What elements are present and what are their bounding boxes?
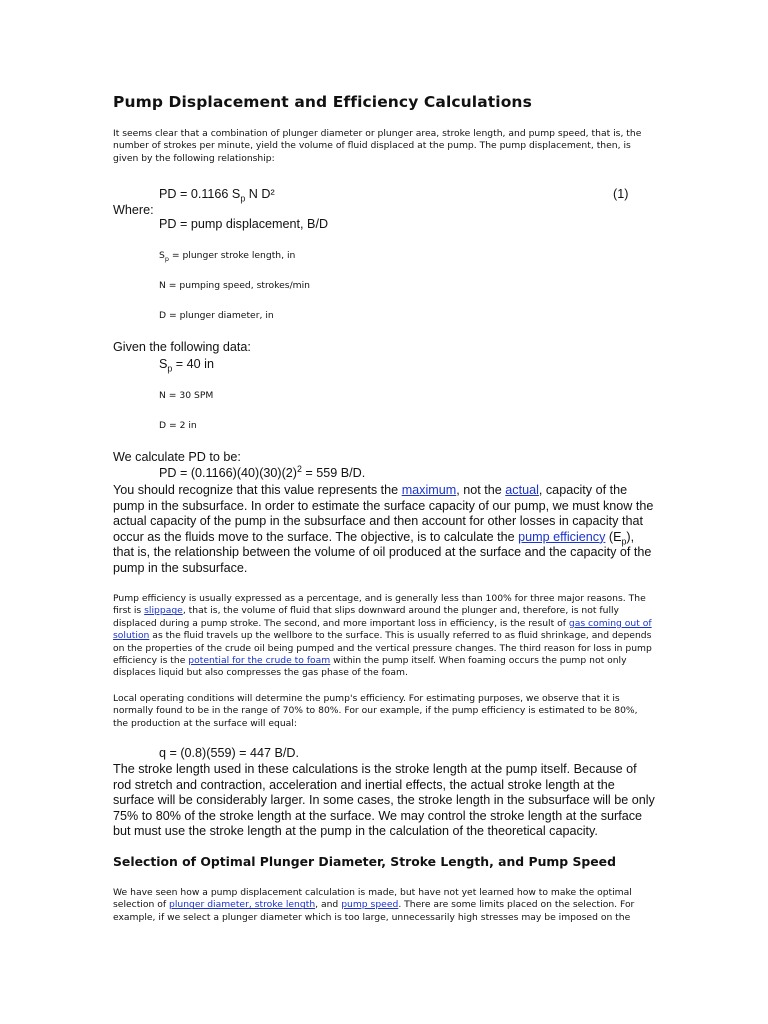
efficiency-text-2: , that is, the volume of fluid that slips downward around the plunger and, therefore, is not fully displaced during a pump stroke. The second, and more important loss in efficiency, is the result of bbox=[113, 605, 619, 629]
definition-sp-symbol: S bbox=[159, 250, 165, 261]
calc-label: We calculate PD to be: bbox=[113, 450, 241, 464]
capacity-text-4: (E bbox=[605, 529, 622, 544]
definition-n: N = pumping speed, strokes/min bbox=[159, 280, 311, 291]
calc-formula-superscript: 2 bbox=[297, 463, 302, 474]
formula-pd-part-b: N D² bbox=[245, 187, 275, 201]
formula-pd-subscript: p bbox=[240, 193, 246, 204]
selection-paragraph bbox=[113, 887, 653, 924]
efficiency-paragraph bbox=[113, 593, 653, 680]
selection-text-1: We have seen how a pump displacement calculation is made, but have not yet learned how to make the optimal selection of bbox=[113, 887, 632, 911]
definition-sp bbox=[159, 250, 295, 262]
given-d: D = 2 in bbox=[159, 420, 197, 431]
local-conditions-paragraph: Local operating conditions will determine the pump's efficiency. For estimating purposes, we observe that it is normally found to be in the range of 70% to 80%. For our example, if the pump efficiency is estimated to be 80%, the production at the surface will equal: bbox=[113, 693, 638, 729]
given-label: Given the following data: bbox=[113, 340, 251, 354]
stroke-length-paragraph: The stroke length used in these calculations is the stroke length at the pump itself. Because of rod stretch and contraction, acceleration and inertial effects, the actual stroke length at the surface will be considerably larger. In some cases, the stroke length in the subsurface will be only 75% to 80% of the stroke length at the surface. We may control the stroke length at the surface but must use the stroke length at the pump in the calculation of the theoretical capacity. bbox=[113, 762, 655, 839]
where-label: Where: bbox=[113, 203, 154, 217]
given-sp bbox=[159, 357, 214, 373]
calc-formula-part-a: PD = (0.1166)(40)(30)(2) bbox=[159, 466, 298, 480]
given-n: N = 30 SPM bbox=[159, 390, 214, 401]
efficiency-text-4: within the pump itself. When foaming occurs the pump not only displaces liquid but also compresses the gas phase of the foam. bbox=[113, 655, 627, 679]
capacity-text-1: You should recognize that this value represents the bbox=[113, 483, 402, 497]
given-sp-text: = 40 in bbox=[172, 357, 214, 371]
section-title: Selection of Optimal Plunger Diameter, Stroke Length, and Pump Speed bbox=[113, 854, 616, 869]
link-actual[interactable]: actual bbox=[505, 483, 539, 497]
capacity-text-2: , not the bbox=[456, 483, 506, 497]
link-pump-speed[interactable]: pump speed bbox=[341, 899, 399, 911]
capacity-paragraph bbox=[113, 483, 654, 577]
definition-sp-text: = plunger stroke length, in bbox=[168, 250, 296, 261]
definition-d: D = plunger diameter, in bbox=[159, 310, 274, 321]
calc-formula bbox=[159, 463, 366, 482]
definition-pd: PD = pump displacement, B/D bbox=[159, 217, 329, 231]
page-title: Pump Displacement and Efficiency Calculations bbox=[113, 93, 532, 111]
capacity-text-5: ), that is, the relationship between the volume of oil produced at the surface and the capacity of the pump in the subsurface. bbox=[113, 529, 652, 575]
efficiency-text-1: Pump efficiency is usually expressed as a percentage, and is generally less than 100% for three major reasons. The first is bbox=[113, 593, 646, 617]
efficiency-text-3: as the fluid travels up the wellbore to the surface. This is usually referred to as fluid shrinkage, and depends on the properties of the crude oil being pumped and the vertical pressure changes. The third reason for loss in pump efficiency is the bbox=[113, 630, 652, 667]
link-gas-coming-out-of-solution[interactable]: gas coming out of solution bbox=[113, 617, 652, 642]
link-maximum[interactable]: maximum bbox=[401, 483, 457, 497]
selection-text-2: , and bbox=[315, 899, 342, 911]
formula-pd-part-a: PD = 0.1166 S bbox=[159, 187, 241, 201]
link-plunger-diameter-stroke-length[interactable]: plunger diameter, stroke length bbox=[169, 899, 316, 911]
link-slippage[interactable]: slippage bbox=[144, 605, 183, 617]
capacity-subscript: p bbox=[621, 536, 627, 547]
link-potential-to-foam[interactable]: potential for the crude to foam bbox=[188, 655, 331, 667]
formula-q: q = (0.8)(559) = 447 B/D. bbox=[159, 746, 300, 760]
equation-number: (1) bbox=[613, 187, 629, 201]
formula-pd bbox=[159, 187, 275, 203]
link-pump-efficiency[interactable]: pump efficiency bbox=[518, 529, 606, 544]
definition-sp-subscript: p bbox=[164, 254, 169, 263]
selection-text-3: . There are some limits placed on the selection. For example, if we select a plunger diameter which is too large, unnecessarily high stresses may be imposed on the bbox=[113, 899, 635, 923]
capacity-text-3: , capacity of the pump in the subsurface. In order to estimate the surface capacity of our pump, we must know the actual capacity of the pump in the subsurface and then account for other losses in capacity that occur as the fluids move to the surface. The objective, is to calculate the bbox=[113, 483, 654, 544]
given-sp-subscript: p bbox=[167, 363, 173, 374]
intro-paragraph: It seems clear that a combination of plunger diameter or plunger area, stroke length, and pump speed, that is, the number of strokes per minute, yield the volume of fluid displaced at the pump. The pump displacement, then, is given by the following relationship: bbox=[113, 128, 642, 164]
calc-formula-part-b: = 559 B/D. bbox=[301, 466, 366, 480]
given-sp-symbol: S bbox=[159, 357, 168, 371]
